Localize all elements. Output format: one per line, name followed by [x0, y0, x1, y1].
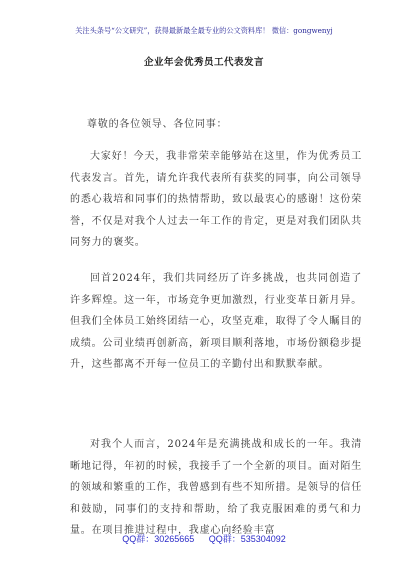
salutation: 尊敬的各位领导、各位同事： [87, 119, 228, 130]
footer-qq-group-1: QQ群：30265665 [122, 534, 195, 544]
body-paragraph: 对我个人而言，2024年是充满挑战和成长的一年。我清晰地记得，年初的时候，我接手了一个全新的项目。面对陌生的领域和繁重的工作，我曾感到有些不知所措。是领导的信任和鼓励，同事们的支持和帮助，给了我克服困难的勇气和力量。在项目推进过程中，我虚心向经验丰富 [70, 439, 362, 536]
body-paragraph: 大家好！今天，我非常荣幸能够站在这里，作为优秀员工代表发言。首先，请允许我代表所有获奖的同事，向公司领导的悉心栽培和同事们的热情帮助，致以最衷心的感谢！这份荣誉，不仅是对我个人过去一年工作的肯定，更是对我们团队共同努力的褒奖。 [70, 151, 362, 248]
footer-contact [0, 533, 408, 545]
page-title: 企业年会优秀员工代表发言 [143, 57, 264, 68]
footer-qq-group-2: QQ群：535304092 [208, 534, 286, 544]
header-promo-note: 关注头条号“公文研究”，获得最新最全最专业的公文资料库！ 微信：gongwenyj [75, 26, 333, 35]
body-paragraph: 回首2024年，我们共同经历了许多挑战，也共同创造了许多辉煌。这一年，市场竞争更加激烈，行业变革日新月异。但我们全体员工始终团结一心，攻坚克难，取得了令人瞩目的成绩。公司业绩再创新高，新项目顺利落地，市场份额稳步提升，这些都离不开每一位员工的辛勤付出和默默奉献。 [70, 273, 362, 370]
